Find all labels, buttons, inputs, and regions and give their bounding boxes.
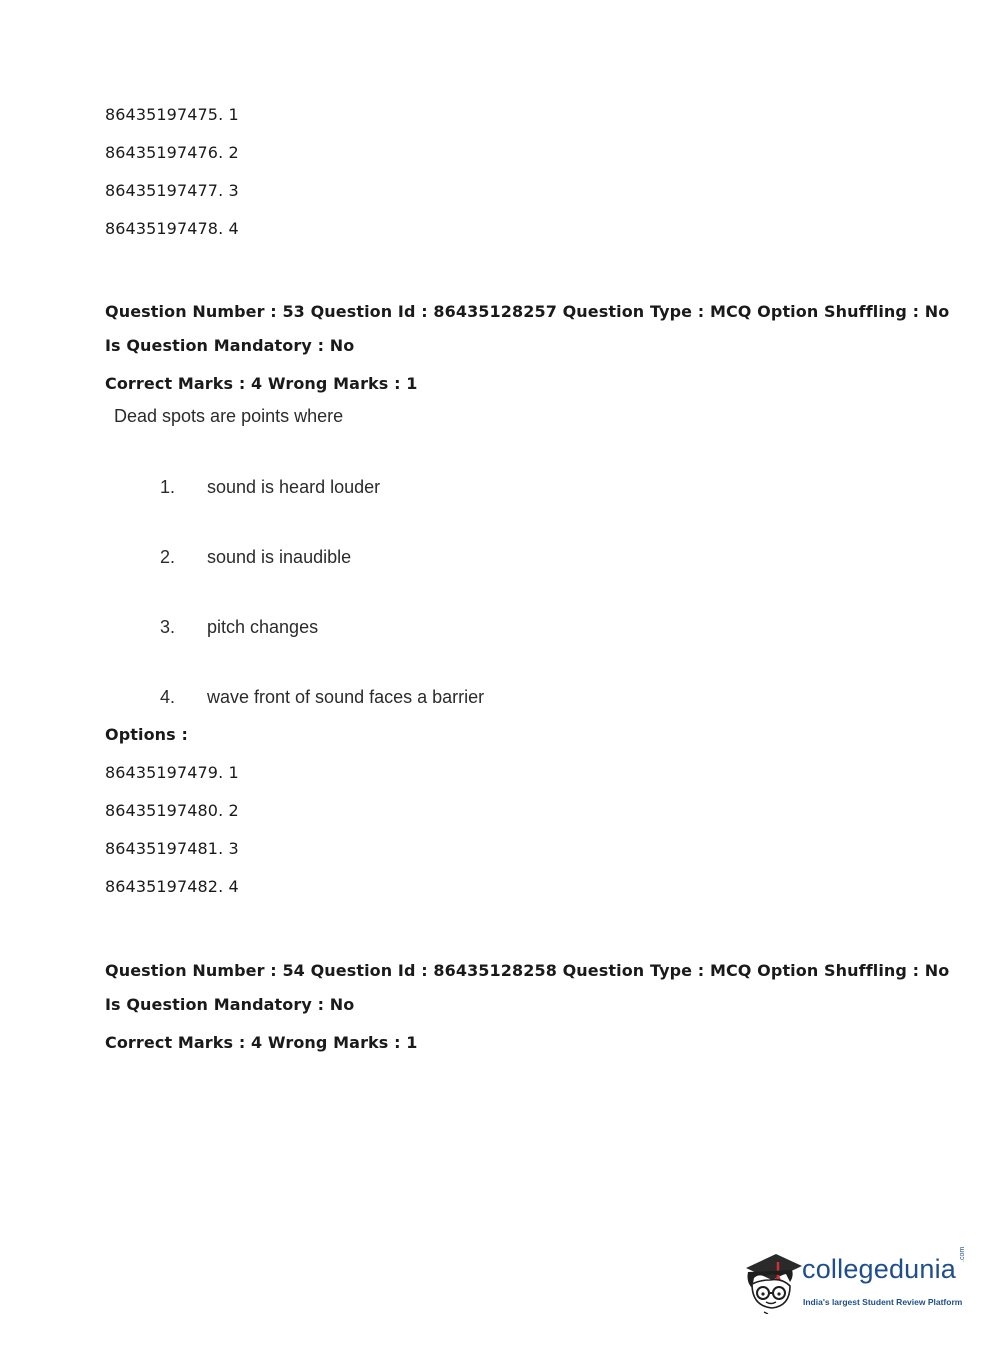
q53-choice-2-num: 2. (160, 547, 176, 567)
q53-choice-4-text: wave front of sound faces a barrier (207, 687, 485, 707)
logo-tagline: India's largest Student Review Platform (803, 1297, 963, 1307)
logo-brand-name: collegedunia (802, 1254, 957, 1284)
q53-choice-3-num: 3. (160, 617, 176, 637)
q53-choice-3-text: pitch changes (207, 617, 319, 637)
q53-option-4: 86435197482. 4 (105, 877, 239, 896)
prev-option-2: 86435197476. 2 (105, 143, 239, 162)
q53-options-label: Options : (105, 725, 188, 744)
logo-com: .com (959, 1246, 966, 1262)
prev-option-1: 86435197475. 1 (105, 105, 239, 124)
q53-marks: Correct Marks : 4 Wrong Marks : 1 (105, 374, 418, 393)
q53-choice-1-text: sound is heard louder (207, 477, 381, 497)
q53-option-3: 86435197481. 3 (105, 839, 239, 858)
q53-choice-2-text: sound is inaudible (207, 547, 352, 567)
q53-choice-4-num: 4. (160, 687, 176, 707)
q53-option-1: 86435197479. 1 (105, 763, 239, 782)
q54-marks: Correct Marks : 4 Wrong Marks : 1 (105, 1033, 418, 1052)
q53-option-2: 86435197480. 2 (105, 801, 239, 820)
q54-header: Question Number : 54 Question Id : 86435128258 Question Type : MCQ Option Shuffling : No (105, 961, 950, 980)
q53-choice-1-num: 1. (160, 477, 176, 497)
q54-mandatory: Is Question Mandatory : No (105, 995, 355, 1014)
q53-question-text: Dead spots are points where (114, 406, 344, 426)
q53-mandatory: Is Question Mandatory : No (105, 336, 355, 355)
prev-option-4: 86435197478. 4 (105, 219, 239, 238)
collegedunia-logo (742, 1248, 972, 1318)
prev-option-3: 86435197477. 3 (105, 181, 239, 200)
q53-header: Question Number : 53 Question Id : 86435128257 Question Type : MCQ Option Shuffling : No (105, 302, 950, 321)
mascot-icon (742, 1248, 804, 1314)
